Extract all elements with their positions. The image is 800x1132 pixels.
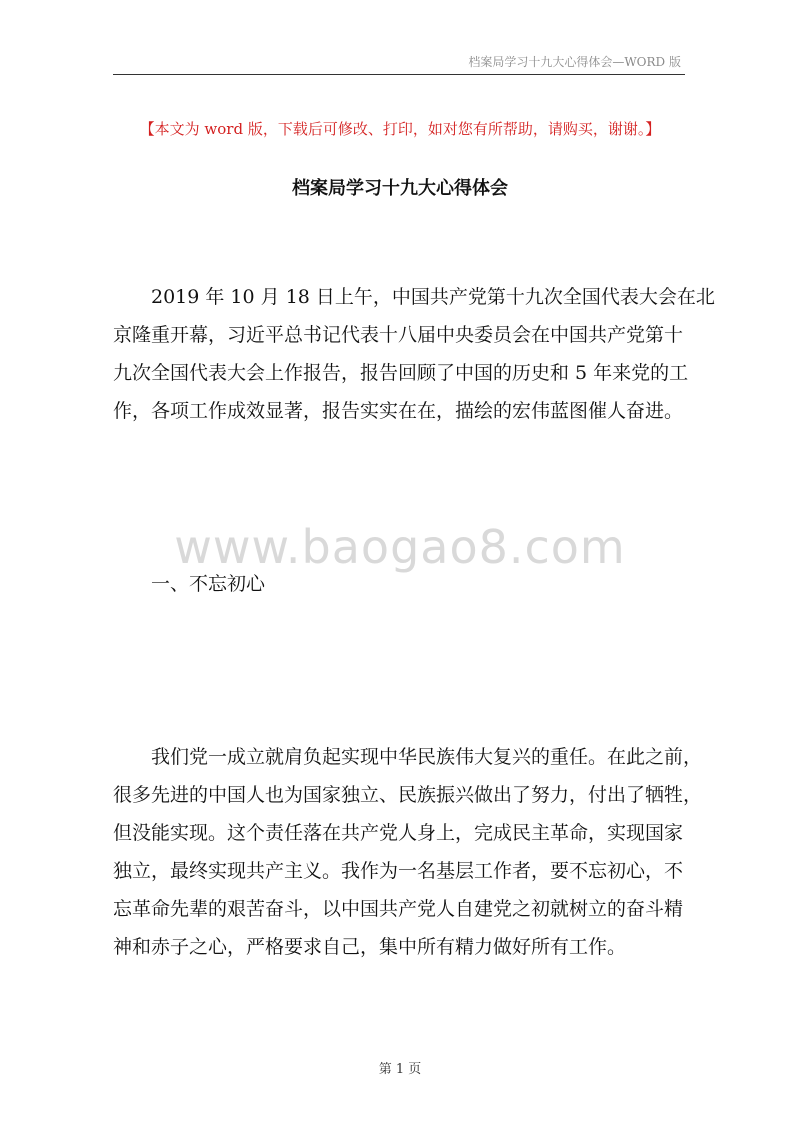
paragraph-line: 作，各项工作成效显著，报告实实在在，描绘的宏伟蓝图催人奋进。 [113, 400, 684, 422]
paragraph-line: 京隆重开幕，习近平总书记代表十八届中央委员会在中国共产党第十 [113, 324, 684, 346]
paragraph-line: 但没能实现。这个责任落在共产党人身上，完成民主革命，实现国家 [113, 822, 684, 844]
body-paragraph [113, 738, 703, 966]
page-header [113, 52, 685, 75]
watermark: www.baogao8.com [174, 520, 626, 574]
paragraph-line: 九次全国代表大会上作报告，报告回顾了中国的历史和 5 年来党的工 [113, 362, 689, 384]
purchase-notice: 【本文为 word 版，下载后可修改、打印，如对您有所帮助，请购买，谢谢。】 [139, 120, 661, 138]
paragraph-line: 我们党一成立就肩负起实现中华民族伟大复兴的重任。在此之前， [151, 746, 703, 768]
paragraph-line: 独立，最终实现共产主义。我作为一名基层工作者，要不忘初心，不 [113, 860, 684, 882]
paragraph-line: 忘革命先辈的艰苦奋斗，以中国共产党人自建党之初就树立的奋斗精 [113, 898, 684, 920]
section-heading: 一、不忘初心 [151, 573, 266, 595]
document-title: 档案局学习十九大心得体会 [292, 178, 508, 199]
paragraph-line: 2019 年 10 月 18 日上午，中国共产党第十九次全国代表大会在北 [151, 286, 715, 308]
paragraph-line: 很多先进的中国人也为国家独立、民族振兴做出了努力，付出了牺牲， [113, 784, 703, 806]
paragraph-line: 神和赤子之心，严格要求自己，集中所有精力做好所有工作。 [113, 936, 627, 958]
intro-paragraph [113, 278, 715, 430]
running-header-title: 档案局学习十九大心得体会—WORD 版 [468, 55, 681, 69]
page-number: 第 1 页 [378, 1062, 422, 1077]
